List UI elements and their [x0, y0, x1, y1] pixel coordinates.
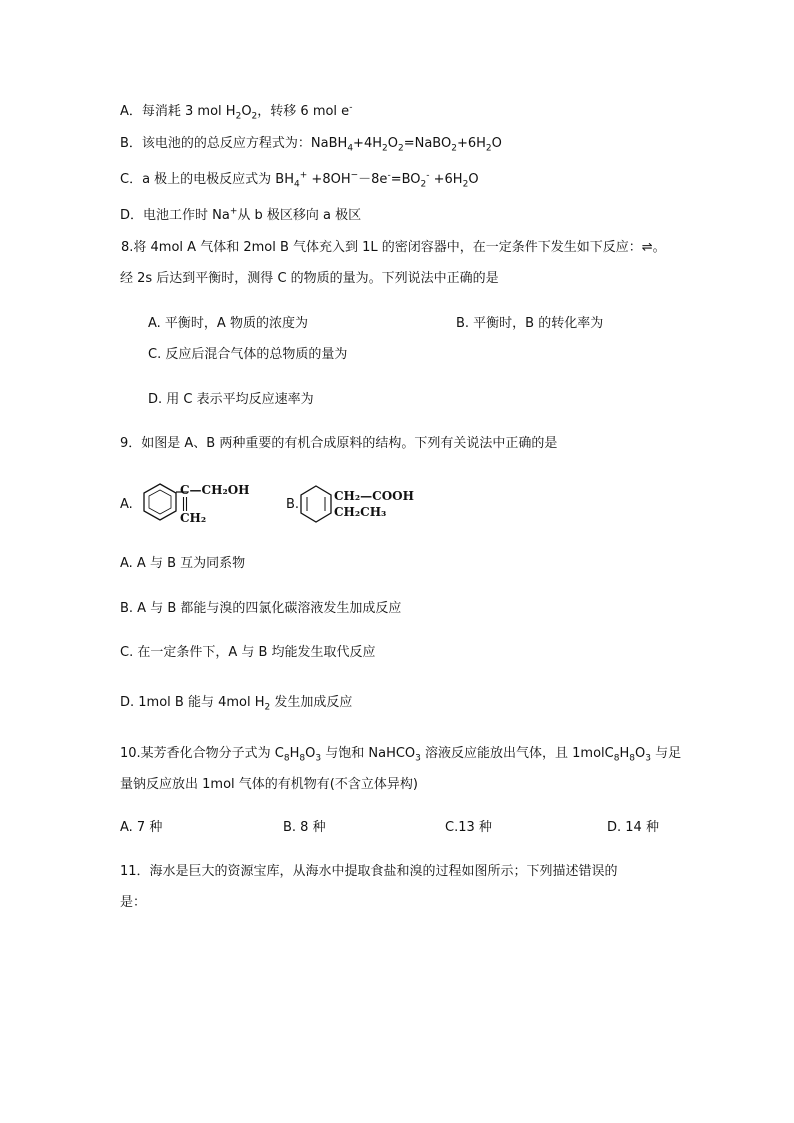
q9-structure-a-label: A. — [120, 497, 133, 512]
q8-stem-line1: 8.将 4mol A 气体和 2mol B 气体充入到 1L 的密闭容器中，在一定条件下发生如下反应：⇌。 — [121, 240, 666, 255]
benzene-ring-a — [140, 480, 180, 524]
q10-option-c: C.13 种 — [445, 820, 492, 835]
double-bond-a — [182, 497, 188, 511]
q10-option-b: B. 8 种 — [283, 820, 326, 835]
q8-option-b: B. 平衡时，B 的转化率为 — [456, 316, 604, 331]
structure-a-chain: C—CH₂OH — [180, 483, 250, 497]
q8-option-a: A. 平衡时，A 物质的浓度为 — [148, 316, 308, 331]
structure-b-acid-chain: CH₂—COOH — [334, 489, 414, 503]
q8-option-d: D. 用 C 表示平均反应速率为 — [148, 392, 314, 407]
q10-stem-line1: 10.某芳香化合物分子式为 $C_8H_8O_3$ 与饱和 NaHCO$_3$ 溶液反应能放出气体，且 $1molC_8H_8O_3$ 与足 — [120, 746, 682, 764]
structure-b-ethyl-chain: CH₂CH₃ — [334, 505, 387, 519]
q7-option-d: D．电池工作时 Na+从 b 极区移向 a 极区 — [120, 206, 362, 223]
q11-stem-line1: 11．海水是巨大的资源宝库，从海水中提取食盐和溴的过程如图所示；下列描述错误的 — [120, 864, 618, 879]
q10-stem-line2: 量钠反应放出 1mol 气体的有机物有(不含立体异构) — [120, 777, 418, 792]
structure-a-methylene: CH₂ — [180, 511, 207, 525]
q10-option-a: A. 7 种 — [120, 820, 163, 835]
q9-stem: 9．如图是 A、B 两种重要的有机合成原料的结构。下列有关说法中正确的是 — [120, 436, 558, 451]
q9-option-c: C. 在一定条件下，A 与 B 均能发生取代反应 — [120, 645, 376, 660]
q7-option-c: C．a 极上的电极反应式为 $BH_4^+ +8OH^--8e^-=BO_2^- +6H_2O$ — [120, 170, 479, 190]
benzene-ring-b — [298, 484, 334, 524]
q9-structure-b-label: B. — [286, 497, 300, 512]
q8-stem-line2: 经 2s 后达到平衡时，测得 C 的物质的量为。下列说法中正确的是 — [120, 271, 499, 286]
q11-stem-line2: 是： — [120, 895, 147, 910]
q9-option-d: D. 1mol B 能与 4mol $H_2$ 发生加成反应 — [120, 695, 353, 713]
q9-option-b: B. A 与 B 都能与溴的四氯化碳溶液发生加成反应 — [120, 601, 402, 616]
q7-option-b: B．该电池的的总反应方程式为：$NaBH_4+4H_2O_2=NaBO_2+6H_2O$ — [120, 136, 502, 154]
q9-option-a: A. A 与 B 互为同系物 — [120, 556, 246, 571]
q10-option-d: D. 14 种 — [607, 820, 659, 835]
q7-option-a: A．每消耗 3 mol $H_2O_2$，转移 6 mol e- — [120, 102, 353, 122]
q8-option-c: C. 反应后混合气体的总物质的量为 — [148, 347, 348, 362]
